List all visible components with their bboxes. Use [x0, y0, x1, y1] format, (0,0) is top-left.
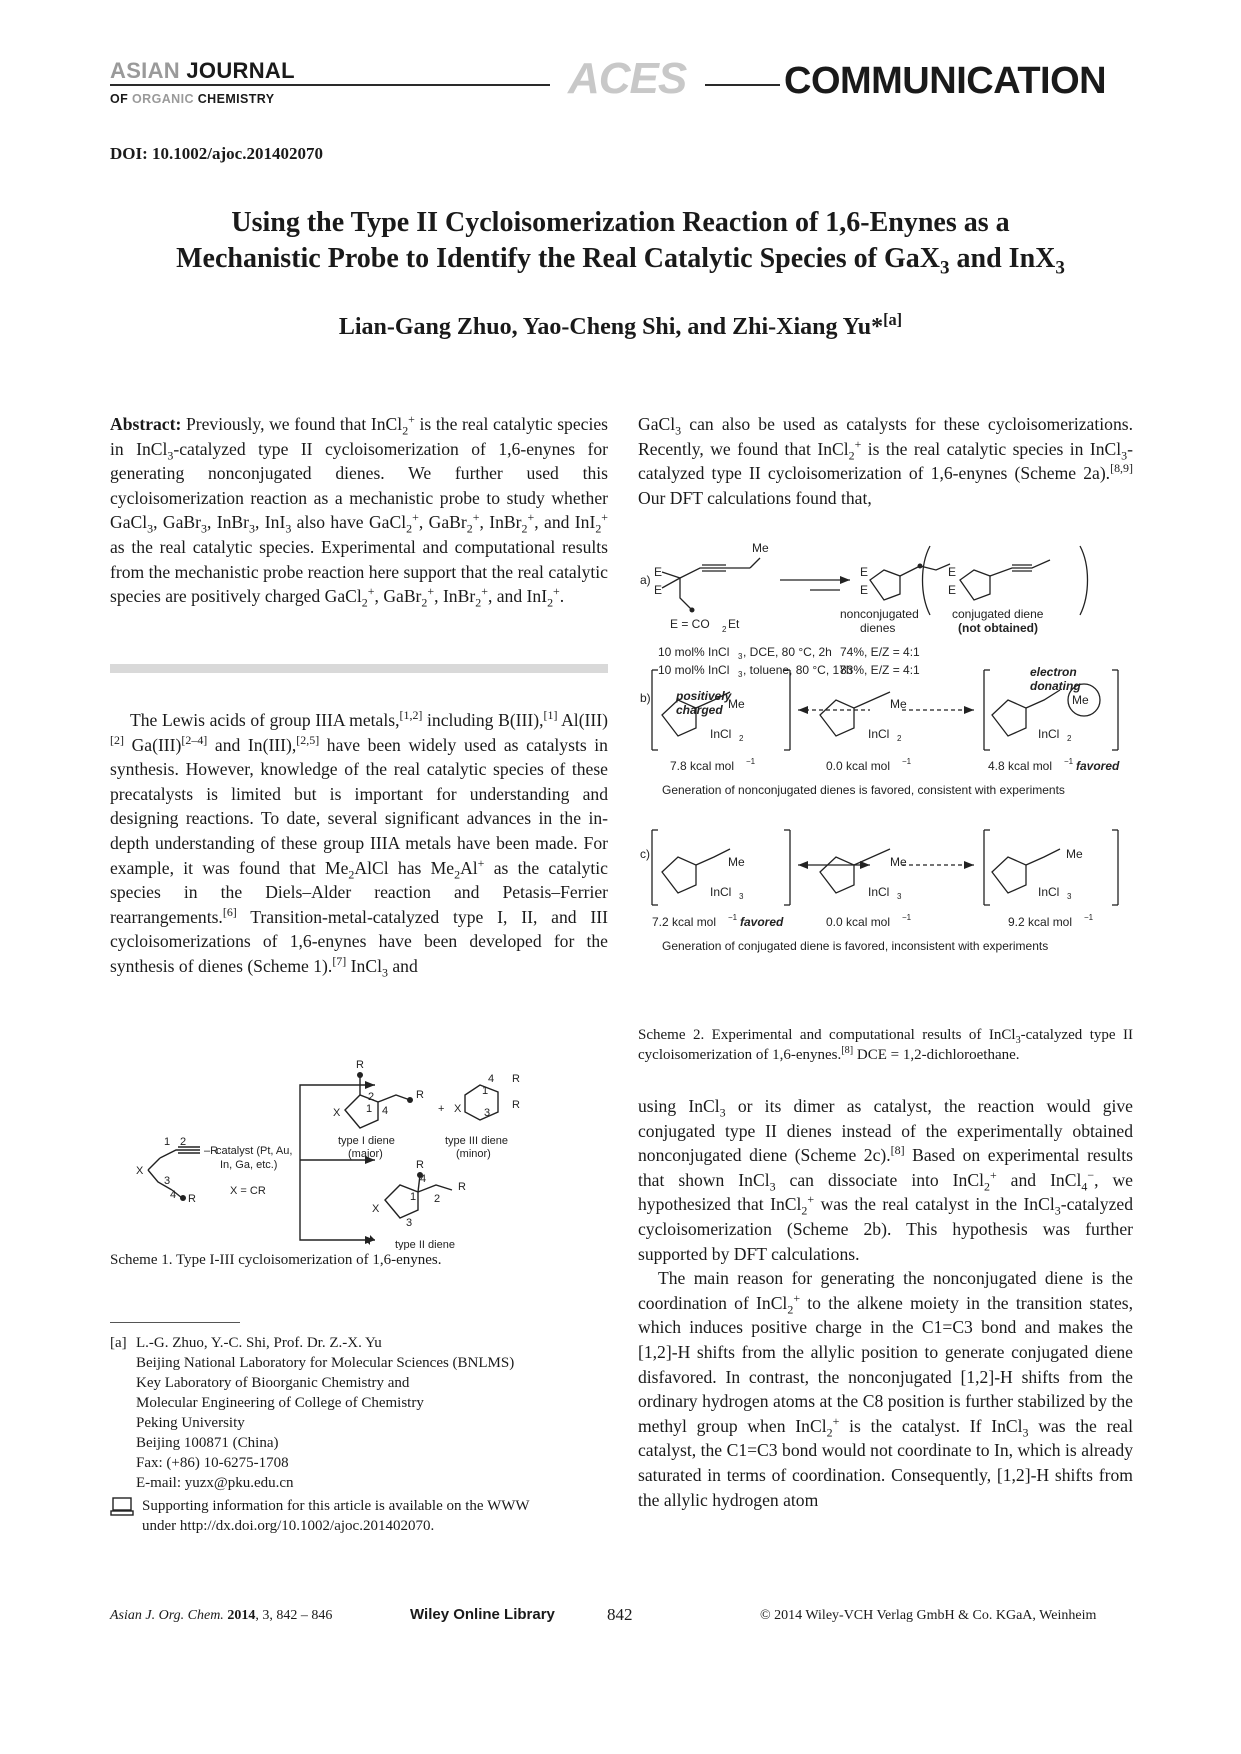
- footnote-divider: [110, 1322, 240, 1323]
- svg-text:2: 2: [1067, 734, 1072, 743]
- svg-text:Me: Me: [752, 541, 769, 555]
- svg-text:R: R: [512, 1073, 520, 1085]
- svg-text:E: E: [654, 583, 663, 597]
- svg-text:donating: donating: [1030, 679, 1081, 693]
- svg-text:InCl: InCl: [1038, 885, 1060, 899]
- email-link[interactable]: E-mail: yuzx@pku.edu.cn: [136, 1475, 294, 1491]
- svg-text:4: 4: [382, 1105, 389, 1117]
- svg-text:(minor): (minor): [456, 1148, 491, 1160]
- svg-text:Generation of nonconjugated di: Generation of nonconjugated dienes is favored, consistent with experiments: [662, 783, 1065, 797]
- svg-text:a): a): [640, 573, 651, 587]
- svg-text:4: 4: [488, 1073, 495, 1085]
- introduction-paragraph: The Lewis acids of group IIIA metals,[1,2] including B(III),[1] Al(III)[2] Ga(III)[2–4] and In(III),[2,5] have been widely used as catalysts in synthesis. However, knowledge of the real catalytic species of these precatalysts is limited but is important for understanding and designing reactions. To date, several significant advances in the in-depth understanding of these group IIIA metals have been made. For example, it was found that $Me_2AlCl$ has $Me_2Al^+$ as the catalytic species in the Diels–Alder reaction and Petasis–Ferrier rearrangements.[6] Transition-metal-catalyzed type I, II, and III cycloisomerizations of 1,6-enynes have been developed for the synthesis of dienes (Scheme 1).[7] InCl$_3$ and: [110, 708, 608, 980]
- svg-text:favored: favored: [740, 915, 784, 929]
- svg-text:1: 1: [164, 1136, 171, 1148]
- svg-text:−1: −1: [746, 757, 756, 766]
- svg-text:10 mol% InCl: 10 mol% InCl: [658, 645, 730, 659]
- scheme-2-figure: [640, 540, 1135, 1020]
- svg-text:Me: Me: [728, 855, 745, 869]
- svg-text:R: R: [416, 1159, 424, 1171]
- svg-text:charged: charged: [676, 703, 723, 717]
- copyright: © 2014 Wiley-VCH Verlag GmbH & Co. KGaA, Weinheim: [760, 1608, 1097, 1623]
- svg-text:E: E: [654, 565, 663, 579]
- svg-text:InCl: InCl: [868, 727, 890, 741]
- supporting-information-note: Supporting information for this article is available on the WWW under http://dx.doi.org/10.1002/ajoc.201402070.: [110, 1496, 608, 1536]
- svg-text:7.2 kcal mol: 7.2 kcal mol: [652, 915, 717, 929]
- svg-text:positively: positively: [676, 689, 732, 703]
- svg-text:(not obtained): (not obtained): [958, 621, 1038, 635]
- svg-text:electron: electron: [1030, 665, 1077, 679]
- svg-text:, DCE, 80 °C, 2h: , DCE, 80 °C, 2h: [743, 645, 832, 659]
- svg-text:2: 2: [368, 1091, 375, 1103]
- svg-text:type III diene: type III diene: [445, 1135, 508, 1147]
- svg-text:Generation of conjugated diene: Generation of conjugated diene is favored, inconsistent with experiments: [662, 939, 1049, 953]
- svg-text:R: R: [356, 1059, 364, 1071]
- svg-text:X: X: [136, 1165, 144, 1177]
- journal-subtitle: OF ORGANIC CHEMISTRY: [110, 92, 275, 106]
- svg-text:1: 1: [482, 1085, 489, 1097]
- svg-text:3: 3: [897, 892, 902, 901]
- svg-text:4: 4: [170, 1189, 177, 1201]
- footer-citation: Asian J. Org. Chem. 2014, 3, 842 – 846: [110, 1608, 333, 1623]
- svg-text:3: 3: [406, 1217, 413, 1229]
- aces-logo: ACES: [568, 54, 687, 103]
- svg-text:Me: Me: [728, 697, 745, 711]
- abstract-divider: [110, 664, 608, 673]
- author-list: Lian-Gang Zhuo, Yao-Cheng Shi, and Zhi-Xiang Yu*[a]: [338, 310, 903, 340]
- body-paragraphs: using InCl$_3$ or its dimer as catalyst, the reaction would give conjugated type II dienes instead of the experimentally obtained nonconjugated diene (Scheme 2c).[8] Based on experimental results that shown InCl$_3$ can dissociate into InCl$_2$+ and InCl$_4$−, we hypothesized that InCl$_2$+ was the real catalyst in the InCl$_3$-catalyzed cycloisomerization (Scheme 2b). This hypothesis was further supported by DFT calculations. The main reason for generating the nonconjugated diene is the coordination of InCl$_2$+ to the alkene moiety in the transition states, which induces positive charge in the C1=C3 bond and makes the [1,2]-H shifts from the allylic position to generate conjugated diene disfavored. In contrast, the nonconjugated [1,2]-H shifts from the ordinary hydrogen atoms at the C8 position is further stabilized by the methyl group when InCl$_2$+ is the catalyst. If InCl$_3$ was the real catalyst, the C1=C3 bond would not coordinate to In, which is already saturated in terms of coordination. Consequently, [1,2]-H shifts from the allylic hydrogen atom: [638, 1096, 1134, 1510]
- computer-icon: [110, 1496, 134, 1518]
- svg-text:conjugated diene: conjugated diene: [952, 607, 1044, 621]
- svg-text:(major): (major): [348, 1148, 383, 1160]
- supporting-info-link[interactable]: under http://dx.doi.org/10.1002/ajoc.201402070.: [142, 1518, 435, 1534]
- svg-text:X: X: [372, 1203, 380, 1215]
- svg-text:R: R: [512, 1099, 520, 1111]
- svg-text:2: 2: [739, 734, 744, 743]
- svg-text:Me: Me: [1072, 693, 1089, 707]
- svg-text:–R: –R: [204, 1145, 219, 1157]
- abstract: Abstract: Previously, we found that InCl$_2$+ is the real catalytic species in InCl$_3$-catalyzed type II cycloisomerization of 1,6-enynes for generating nonconjugated dienes. We further used this cycloisomerization reaction as a mechanistic probe to study whether GaCl$_3$, GaBr$_3$, InBr$_3$, InI$_3$ also have GaCl$_2$+, GaBr$_2$+, InBr$_2$+, and InI$_2$+ as the real catalytic species. Experimental and computational results from the mechanistic probe reaction here support that the real catalytic species are positively charged GaCl$_2$+, GaBr$_2$+, InBr$_2$+, and InI$_2$+.: [110, 412, 609, 610]
- svg-text:R: R: [458, 1181, 466, 1193]
- svg-text:3: 3: [164, 1175, 171, 1187]
- svg-text:R: R: [188, 1193, 196, 1205]
- svg-text:Me: Me: [890, 697, 907, 711]
- svg-text:favored: favored: [1076, 759, 1120, 773]
- svg-text:type II diene: type II diene: [395, 1239, 455, 1250]
- svg-text:−1: −1: [1064, 757, 1074, 766]
- svg-text:E: E: [860, 565, 869, 579]
- svg-text:catalyst (Pt, Au,: catalyst (Pt, Au,: [216, 1145, 293, 1157]
- svg-text:dienes: dienes: [860, 621, 896, 635]
- svg-text:InCl: InCl: [868, 885, 890, 899]
- svg-text:2: 2: [722, 625, 727, 634]
- svg-text:type I diene: type I diene: [338, 1135, 395, 1147]
- svg-text:E: E: [948, 565, 957, 579]
- svg-text:−1: −1: [728, 913, 738, 922]
- svg-text:R: R: [416, 1089, 424, 1101]
- svg-text:10 mol% InCl: 10 mol% InCl: [658, 663, 730, 677]
- svg-text:−1: −1: [1084, 913, 1094, 922]
- svg-text:83%, E/Z = 4:1: 83%, E/Z = 4:1: [840, 663, 920, 677]
- svg-text:nonconjugated: nonconjugated: [840, 607, 919, 621]
- doi[interactable]: DOI: 10.1002/ajoc.201402070: [110, 144, 323, 163]
- header-rule: [110, 84, 550, 86]
- svg-text:InCl: InCl: [710, 885, 732, 899]
- svg-text:−1: −1: [902, 913, 912, 922]
- svg-text:2: 2: [897, 734, 902, 743]
- svg-text:74%, E/Z = 4:1: 74%, E/Z = 4:1: [840, 645, 920, 659]
- svg-text:3: 3: [738, 670, 743, 679]
- svg-text:E: E: [948, 583, 957, 597]
- scheme-1-caption: Scheme 1. Type I-III cycloisomerization of 1,6-enynes.: [110, 1252, 442, 1268]
- body-paragraph: GaCl$_3$ can also be used as catalysts for these cycloisomerizations. Recently, we found that InCl$_2$+ is the real catalytic species in InCl$_3$-catalyzed type II cycloisomerization of 1,6-enynes (Scheme 2a).[8,9] Our DFT calculations found that,: [638, 414, 1133, 508]
- svg-text:2: 2: [434, 1193, 441, 1205]
- svg-text:X: X: [333, 1107, 341, 1119]
- svg-text:3: 3: [1067, 892, 1072, 901]
- svg-text:9.2 kcal mol: 9.2 kcal mol: [1008, 915, 1073, 929]
- svg-text:4.8 kcal mol: 4.8 kcal mol: [988, 759, 1053, 773]
- scheme-2-caption: Scheme 2. Experimental and computational results of InCl$_3$-catalyzed type II cycloisomerization of 1,6-enynes.[8] DCE = 1,2-dichloroethane.: [638, 1027, 1134, 1063]
- svg-text:In, Ga, etc.): In, Ga, etc.): [220, 1159, 278, 1171]
- header-rule: [705, 84, 780, 86]
- affiliation-footnote: [a] L.-G. Zhuo, Y.-C. Shi, Prof. Dr. Z.-X. Yu Beijing National Laboratory for Molecular Sciences (BNLMS) Key Laboratory of Bioorganic Chemistry and Molecular Engineering of College of Chemistry Peking University Beijing 100871 (China) Fax: (+86) 10-6275-1708 E-mail: yuzx@pku.edu.cn: [110, 1335, 515, 1491]
- svg-text:1: 1: [366, 1103, 373, 1115]
- svg-text:1: 1: [410, 1191, 417, 1203]
- svg-text:0.0 kcal mol: 0.0 kcal mol: [826, 915, 891, 929]
- svg-text:E: E: [860, 583, 869, 597]
- svg-text:4: 4: [420, 1173, 427, 1185]
- svg-text:7.8 kcal mol: 7.8 kcal mol: [670, 759, 735, 773]
- svg-text:InCl: InCl: [710, 727, 732, 741]
- section-label: COMMUNICATION: [784, 60, 1107, 102]
- svg-text:3: 3: [739, 892, 744, 901]
- svg-text:Me: Me: [1066, 847, 1083, 861]
- wiley-online-library-link[interactable]: Wiley Online Library: [410, 1606, 555, 1623]
- journal-name: ASIAN JOURNAL: [110, 58, 295, 83]
- svg-text:3: 3: [738, 652, 743, 661]
- svg-text:b): b): [640, 691, 651, 705]
- svg-text:, toluene, 80 °C, 17h: , toluene, 80 °C, 17h: [743, 663, 853, 677]
- svg-text:X = CR: X = CR: [230, 1185, 266, 1197]
- svg-text:InCl: InCl: [1038, 727, 1060, 741]
- scheme-1-figure: [120, 1040, 590, 1250]
- svg-text:X: X: [454, 1103, 462, 1115]
- svg-text:+: +: [438, 1103, 445, 1115]
- svg-text:0.0 kcal mol: 0.0 kcal mol: [826, 759, 891, 773]
- svg-text:E = CO: E = CO: [670, 617, 710, 631]
- article-title: Using the Type II Cycloisomerization Reaction of 1,6-Enynes as a Mechanistic Probe to Identify the Real Catalytic Species of GaX$_3$ and InX$_3$: [176, 207, 1065, 279]
- svg-text:2: 2: [180, 1136, 187, 1148]
- page-number: 842: [607, 1605, 633, 1624]
- svg-text:3: 3: [484, 1107, 491, 1119]
- svg-text:Me: Me: [890, 855, 907, 869]
- svg-text:Et: Et: [728, 617, 740, 631]
- svg-text:−1: −1: [902, 757, 912, 766]
- svg-text:c): c): [640, 847, 650, 861]
